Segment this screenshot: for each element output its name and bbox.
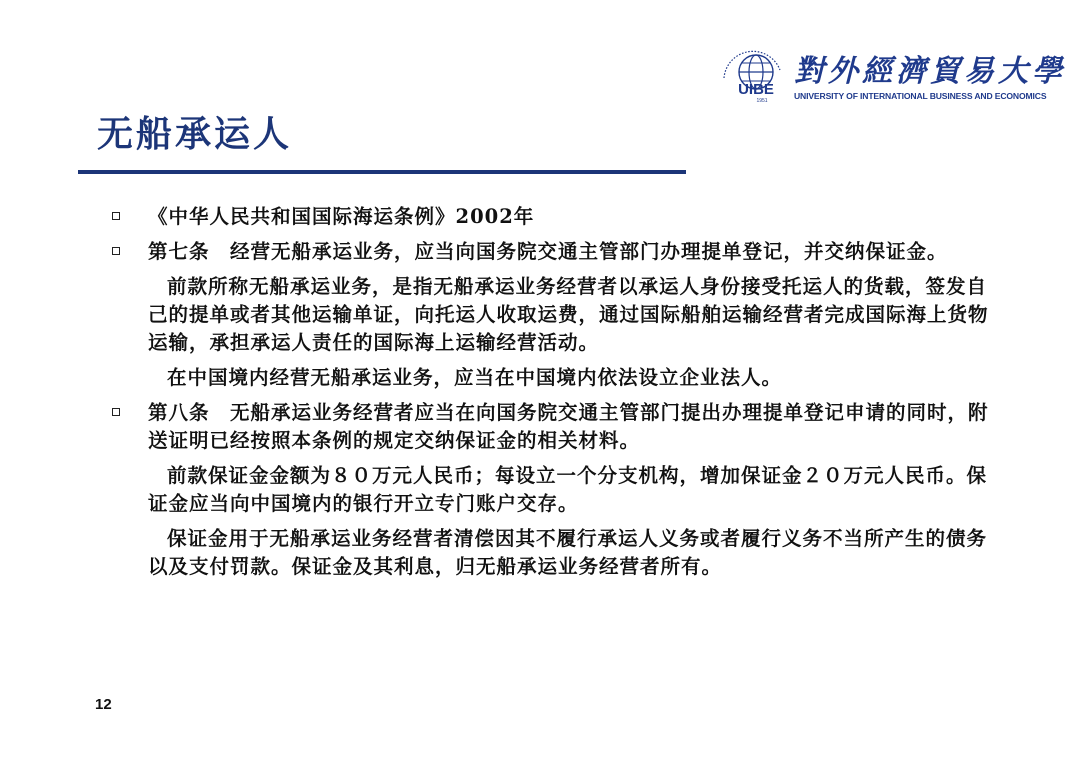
bullet-item	[110, 399, 990, 455]
bullet-item	[110, 238, 990, 266]
paragraph-text: 第七条 经营无船承运业务，应当向国务院交通主管部门办理提单登记，并交纳保证金。	[148, 240, 948, 263]
body-paragraph	[110, 462, 990, 518]
square-bullet-icon	[112, 247, 120, 255]
logo-name-cn: 對外經濟貿易大學	[794, 54, 1066, 89]
logo-name-en: UNIVERSITY OF INTERNATIONAL BUSINESS AND ECONOMICS	[794, 91, 1047, 101]
slide-body	[110, 203, 990, 581]
paragraph-text: 第八条 无船承运业务经营者应当在向国务院交通主管部门提出办理提单登记申请的同时，附送证明已经按照本条例的规定交纳保证金的相关材料。	[148, 401, 989, 452]
paragraph-text: 在中国境内经营无船承运业务，应当在中国境内依法设立企业法人。	[167, 366, 783, 389]
body-paragraph	[110, 525, 990, 581]
body-paragraph	[110, 364, 990, 392]
body-paragraph	[110, 273, 990, 357]
paragraph-text: 保证金用于无船承运业务经营者清偿因其不履行承运人义务或者履行义务不当所产生的债务以及支付罚款。保证金及其利息，归无船承运业务经营者所有。	[148, 527, 988, 578]
university-logo	[718, 44, 1066, 106]
square-bullet-icon	[112, 212, 120, 220]
logo-year: 1951	[756, 98, 768, 104]
logo-abbr: UIBE	[738, 81, 774, 98]
bullet-item	[110, 203, 990, 231]
paragraph-text: 《中华人民共和国国际海运条例》2002年	[148, 205, 535, 228]
page-title: 无船承运人	[97, 113, 293, 155]
paragraph-text: 前款保证金金额为８０万元人民币；每设立一个分支机构，增加保证金２０万元人民币。保证金应当向中国境内的银行开立专门账户交存。	[148, 464, 988, 515]
paragraph-text: 前款所称无船承运业务，是指无船承运业务经营者以承运人身份接受托运人的货载，签发自己的提单或者其他运输单证，向托运人收取运费，通过国际船舶运输经营者完成国际海上货物运输，承担承运人责任的国际海上运输经营活动。	[148, 275, 989, 354]
globe-emblem-icon	[718, 44, 788, 104]
title-underline	[78, 170, 686, 174]
square-bullet-icon	[112, 408, 120, 416]
page-number: 12	[95, 696, 112, 713]
